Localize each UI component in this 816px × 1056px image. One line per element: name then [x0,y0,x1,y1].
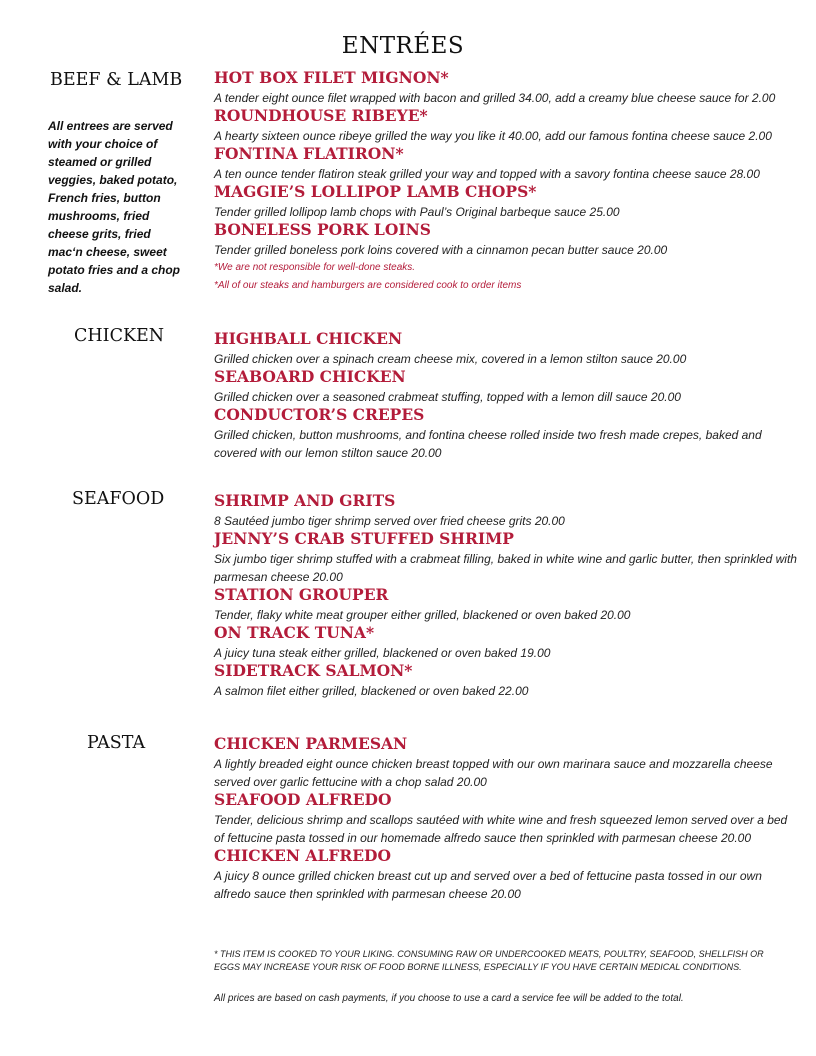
sides-note: All entrees are served with your choice of steamed or grilled veggies, baked potato, French fries, button mushrooms, fried cheese grits, fried mac‘n cheese, sweet potato fries and a chop salad. [48,119,181,295]
item-description: Grilled chicken over a seasoned crabmeat stuffing, topped with a lemon dill sauce 20.00 [214,390,681,404]
menu-item [214,67,799,107]
item-name: JENNY’S CRAB STUFFED SHRIMP [214,529,514,548]
menu-item [214,219,799,259]
menu-item [214,789,796,847]
page-title: ENTRÉES [341,33,465,59]
item-description: Tender grilled lollipop lamb chops with Paul’s Original barbeque sauce 25.00 [214,205,620,219]
menu-item [214,660,799,700]
item-name: ROUNDHOUSE RIBEYE* [214,106,428,125]
item-description: A tender eight ounce filet wrapped with bacon and grilled 34.00, add a creamy blue cheese sauce for 2.00 [214,91,776,105]
category-beef-lamb: BEEF & LAMB [50,70,183,90]
item-name: STATION GROUPER [214,585,389,604]
item-description: A salmon filet either grilled, blackened or oven baked 22.00 [214,684,529,698]
item-name: BONELESS PORK LOINS [214,220,431,239]
menu-item [214,105,799,145]
item-name: SIDETRACK SALMON* [214,661,413,680]
menu-item [214,845,796,903]
menu-item [214,733,796,791]
item-description: 8 Sautéed jumbo tiger shrimp served over fried cheese grits 20.00 [214,514,565,528]
menu-item [214,328,799,368]
category-seafood: SEAFOOD [72,489,165,509]
item-description: A juicy tuna steak either grilled, blackened or oven baked 19.00 [214,646,551,660]
item-description: Six jumbo tiger shrimp stuffed with a crabmeat filling, baked in white wine and garlic butter, then sprinkled with parmesan cheese 20.00 [214,552,797,584]
cook-to-order-note: *All of our steaks and hamburgers are considered cook to order items [214,280,522,291]
beef-lamb-section [214,69,799,295]
menu-item [214,366,799,406]
item-description: Tender, delicious shrimp and scallops sautéed with white wine and fresh squeezed lemon served over a bed of fettucine pasta tossed in our homemade alfredo sauce then sprinkled with parmesan cheese 20.00 [214,813,788,845]
menu-item [214,584,799,624]
seafood-section [214,492,799,700]
category-pasta: PASTA [87,733,146,753]
item-name: SEABOARD CHICKEN [214,367,406,386]
item-name: HIGHBALL CHICKEN [214,329,403,348]
item-description: Grilled chicken over a spinach cream cheese mix, covered in a lemon stilton sauce 20.00 [214,352,687,366]
item-name: SEAFOOD ALFREDO [214,790,392,809]
menu-item [214,622,799,662]
item-description: A hearty sixteen ounce ribeye grilled the way you like it 40.00, add our famous fontina cheese sauce 2.00 [214,129,772,143]
item-description: A lightly breaded eight ounce chicken breast topped with our own marinara sauce and mozzarella cheese served over garlic fettucine with a chop salad 20.00 [214,757,773,789]
item-name: SHRIMP AND GRITS [214,491,396,510]
chicken-section [214,330,799,462]
steak-note: *We are not responsible for well-done steaks. [214,262,416,273]
item-name: HOT BOX FILET MIGNON* [214,68,449,87]
menu-item [214,404,799,462]
item-name: MAGGIE’S LOLLIPOP LAMB CHOPS* [214,182,537,201]
menu-item [214,528,799,586]
payment-note: All prices are based on cash payments, if you choose to use a card a service fee will be added to the total. [214,993,684,1004]
item-description: Grilled chicken, button mushrooms, and fontina cheese rolled inside two fresh made crepes, baked and covered with our lemon stilton sauce 20.00 [214,428,762,460]
item-name: CHICKEN ALFREDO [214,846,391,865]
category-chicken: CHICKEN [74,326,165,346]
pasta-section [214,735,796,903]
item-description: Tender grilled boneless pork loins covered with a cinnamon pecan butter sauce 20.00 [214,243,668,257]
item-name: CONDUCTOR’S CREPES [214,405,425,424]
menu-item [214,143,799,183]
item-name: CHICKEN PARMESAN [214,734,408,753]
item-description: Tender, flaky white meat grouper either grilled, blackened or oven baked 20.00 [214,608,631,622]
menu-item [214,181,799,221]
menu-item [214,490,799,530]
item-name: ON TRACK TUNA* [214,623,375,642]
food-safety-warning: * THIS ITEM IS COOKED TO YOUR LIKING. CONSUMING RAW OR UNDERCOOKED MEATS, POULTRY, SEAFOOD, SHELLFISH OR EGGS MAY INCREASE YOUR RISK OF FOOD BORNE ILLNESS, ESPECIALLY IF YOU HAVE CERTAIN MEDICAL CONDITIONS. [214,949,764,972]
item-description: A juicy 8 ounce grilled chicken breast cut up and served over a bed of fettucine pasta tossed in our own alfredo sauce then sprinkled with parmesan cheese 20.00 [214,869,762,901]
item-description: A ten ounce tender flatiron steak grilled your way and topped with a savory fontina cheese sauce 28.00 [214,167,760,181]
item-name: FONTINA FLATIRON* [214,144,404,163]
